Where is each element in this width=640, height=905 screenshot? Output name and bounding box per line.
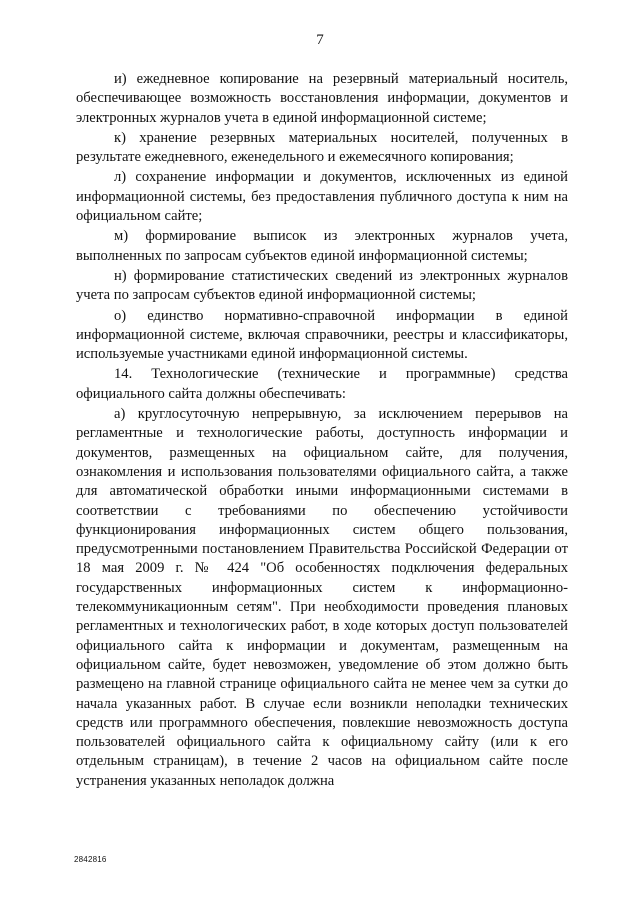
paragraph-item-a: а) круглосуточную непрерывную, за исключением перерывов на регламентные и технологические работы, доступность информации и документов, размещенных на официальном сайте, для получения, ознакомления и использования пользователями официального сайта, а также для автоматической обработки иными информационными системами в соответствии с требованиями по обеспечению устойчивости функционирования информационных систем общего пользования, предусмотренными постановлением Правительства Российской Федерации от 18 мая 2009 г. № 424 "Об особенностях подключения федеральных государственных информационных систем к информационно-телекоммуникационным сетям". При необходимости проведения плановых регламентных и технологических работ, в ходе которых доступ пользователей официального сайта к информации и документам, размещенным на официальном сайте, будет невозможен, уведомление об этом должно быть размещено на главной странице официального сайта не менее чем за сутки до начала указанных работ. В случае если возникли неполадки технических средств или программного обеспечения, повлекшие невозможность доступа пользователей официального сайта к официальному сайту (или к его отдельным страницам), в течение 2 часов на официальном сайте после устранения указанных неполадок должна bbox=[76, 406, 568, 789]
paragraph-item-l: л) сохранение информации и документов, исключенных из единой информационной системы, без предоставления публичного доступа к ним на официальном сайте; bbox=[76, 169, 568, 225]
paragraph-item-k: к) хранение резервных материальных носителей, полученных в результате ежедневного, еженедельного и ежемесячного копирования; bbox=[76, 129, 568, 166]
paragraph-item-o: о) единство нормативно-справочной информации в единой информационной системе, включая справочники, реестры и классификаторы, используемые участниками единой информационной системы. bbox=[76, 307, 568, 363]
paragraph-item-n: н) формирование статистических сведений из электронных журналов учета по запросам субъектов единой информационной системы; bbox=[76, 267, 568, 304]
paragraph-item-i: и) ежедневное копирование на резервный материальный носитель, обеспечивающее возможность восстановления информации, документов и электронных журналов учета в единой информационной системе; bbox=[76, 71, 568, 126]
paragraph-section-14: 14. Технологические (технические и программные) средства официального сайта должны обеспечивать: bbox=[76, 366, 568, 402]
page-number: 7 bbox=[316, 32, 324, 48]
paragraph-item-m: м) формирование выписок из электронных журналов учета, выполненных по запросам субъектов единой информационной системы; bbox=[76, 228, 568, 264]
document-code: 2842816 bbox=[74, 855, 107, 864]
document-body bbox=[76, 70, 568, 792]
